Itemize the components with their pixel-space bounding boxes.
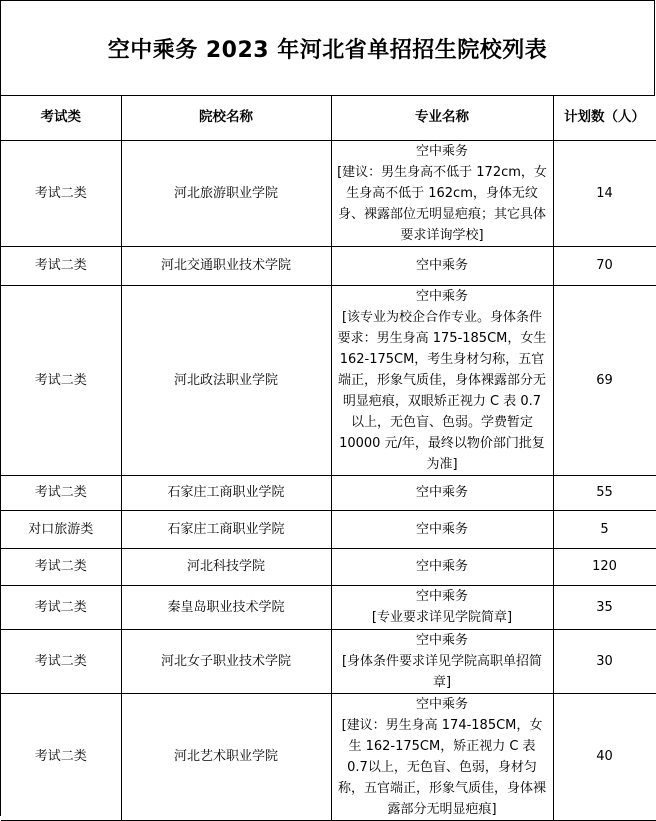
header-row [1, 96, 656, 140]
cell-school: 秦皇岛职业技术学院 [121, 585, 331, 629]
header-major: 专业名称 [331, 96, 553, 140]
cell-school: 河北科技学院 [121, 548, 331, 585]
cell-plan: 120 [553, 548, 656, 585]
page-title: 空中乘务 2023 年河北省单招招生院校列表 [107, 37, 548, 63]
major-note: [建议：男生身高不低于 172cm，女生身高不低于 162cm，身体无纹身、裸露部位无明显疤痕；其它具体要求详询学校] [337, 164, 547, 243]
header-plan: 计划数（人） [553, 96, 656, 140]
major-name: 空中乘务 [415, 288, 468, 304]
cell-school: 河北女子职业技术学院 [121, 629, 331, 693]
major-name: 空中乘务 [415, 589, 468, 604]
table-row [1, 629, 656, 693]
cell-major [331, 629, 553, 693]
cell-school: 河北艺术职业学院 [121, 693, 331, 820]
cell-plan: 14 [553, 140, 656, 246]
major-name: 空中乘务 [415, 143, 468, 159]
cell-major [331, 585, 553, 629]
table-row [1, 475, 656, 510]
cell-major [331, 475, 553, 510]
admissions-table [1, 96, 656, 821]
title-row [1, 1, 655, 96]
cell-major [331, 285, 553, 475]
major-name: 空中乘务 [415, 485, 468, 500]
table-row [1, 548, 656, 585]
table-row [1, 140, 656, 246]
major-name: 空中乘务 [415, 258, 468, 273]
cell-category: 考试二类 [1, 629, 121, 693]
table-row [1, 585, 656, 629]
cell-school: 河北旅游职业学院 [121, 140, 331, 246]
cell-school: 石家庄工商职业学院 [121, 510, 331, 548]
cell-school: 石家庄工商职业学院 [121, 475, 331, 510]
cell-category: 对口旅游类 [1, 510, 121, 548]
major-name: 空中乘务 [415, 632, 468, 648]
major-note: [身体条件要求详见学院高职单招简章] [341, 653, 543, 690]
cell-category: 考试二类 [1, 475, 121, 510]
cell-major [331, 510, 553, 548]
table-row [1, 510, 656, 548]
table-row [1, 693, 656, 820]
cell-major [331, 140, 553, 246]
cell-school: 河北交通职业技术学院 [121, 246, 331, 285]
cell-plan: 55 [553, 475, 656, 510]
cell-school: 河北政法职业学院 [121, 285, 331, 475]
table-row [1, 285, 656, 475]
major-name: 空中乘务 [415, 696, 468, 712]
cell-plan: 40 [553, 693, 656, 820]
cell-category: 考试二类 [1, 140, 121, 246]
major-note: [建议：男生身高 174-185CM，女生 162-175CM，矫正视力 C 表 0.7以上，无色盲、色弱，身材匀称，五官端正，形象气质佳，身体裸露部分无明显疤痕] [337, 717, 546, 817]
cell-major [331, 693, 553, 820]
cell-category: 考试二类 [1, 548, 121, 585]
cell-major [331, 246, 553, 285]
cell-plan: 30 [553, 629, 656, 693]
cell-category: 考试二类 [1, 693, 121, 820]
cell-major [331, 548, 553, 585]
cell-plan: 69 [553, 285, 656, 475]
major-note: [专业要求详见学院简章] [371, 610, 513, 625]
header-school: 院校名称 [121, 96, 331, 140]
major-name: 空中乘务 [415, 521, 468, 537]
cell-category: 考试二类 [1, 585, 121, 629]
header-category: 考试类 [1, 96, 121, 140]
major-name: 空中乘务 [415, 559, 468, 574]
cell-plan: 35 [553, 585, 656, 629]
cell-plan: 70 [553, 246, 656, 285]
cell-category: 考试二类 [1, 246, 121, 285]
cell-category: 考试二类 [1, 285, 121, 475]
table-row [1, 246, 656, 285]
major-note: [该专业为校企合作专业。身体条件要求：男生身高 175-185CM，女生 162-175CM，考生身材匀称，五官端正，形象气质佳，身体裸露部分无明显疤痕，双眼矫正视力 C 表 0.7 以上，无色盲、色弱。学费暂定 10000 元/年，最终以物价部门批复为准] [337, 309, 547, 472]
cell-plan: 5 [553, 510, 656, 548]
